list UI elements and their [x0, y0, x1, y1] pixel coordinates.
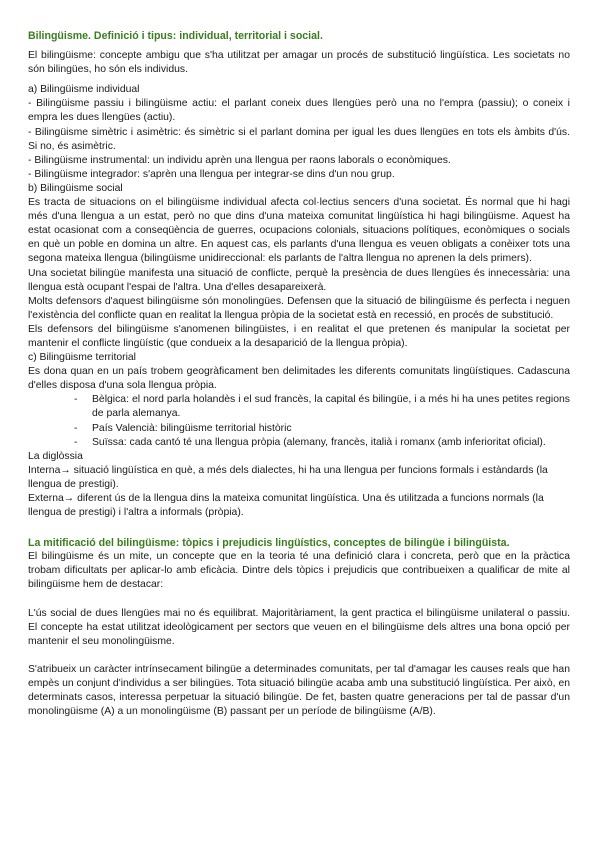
individual-item: - Bilingüisme integrador: s'aprèn una llengua per integrar-se dins d'un nou grup. — [28, 168, 395, 180]
social-paragraph: Els defensors del bilingüisme s'anomenen bilingüistes, i en realitat el que pretenen és manipular la societat per mantenir el conflicte lingüístic (que condueix a la desaparició de la llengua pròpia). — [28, 323, 570, 349]
subheading-territorial: c) Bilingüisme territorial — [28, 352, 136, 364]
territorial-list — [28, 393, 570, 449]
section2-title: La mitificació del bilingüisme: tòpics i prejudicis lingüístics, conceptes de bilingüe i bilingüista. — [28, 537, 510, 550]
diglossia-item: Externa→ diferent ús de la llengua dins la mateixa comunitat lingüística. Una és utilitzada a funcions normals (la llengua de prestigi) i l'altra a informals (pròpia). — [28, 493, 544, 519]
individual-item: - Bilingüisme simètric i asimètric: és simètric si el parlant domina per igual les dues llengües en tots els àmbits d'ús. Si no, és asimètric. — [28, 126, 570, 152]
list-item: - Suïssa: cada cantó té una llengua pròpia (alemany, francès, italià i romanx (amb inferioritat oficial). — [92, 436, 570, 450]
intro-paragraph: El bilingüisme: concepte ambigu que s'ha utilitzat per amagar un procés de substitució lingüística. Les societats no són bilingües, ho són els individus. — [28, 50, 570, 76]
myth-paragraph: L'ús social de dues llengües mai no és equilibrat. Majoritàriament, la gent practica el bilingüisme unilateral o passiu. El concepte ha estat utilitzat ideològicament per sectors que veuen en el bilingüisme dels altres una bona opció per mantenir el seu monolingüisme. — [28, 607, 570, 647]
individual-item: - Bilingüisme passiu i bilingüisme actiu: el parlant coneix dues llengües però una no l'empra (passiu); o coneix i empra les dues llengües (actiu). — [28, 98, 570, 124]
subheading-individual: a) Bilingüisme individual — [28, 84, 140, 96]
subheading-social: b) Bilingüisme social — [28, 182, 123, 194]
list-item: - Bèlgica: el nord parla holandès i el sud francès, la capital és bilingüe, i a més hi ha unes petites regions de parla alemanya. — [92, 393, 570, 421]
myth-paragraph: El bilingüisme és un mite, un concepte que en la teoria té una definició clara i concreta, però que en la pràctica trobam dificultats per aplicar-lo amb eficàcia. Dintre dels tòpics i prejudicis que contribueixen a qualificar de mite al bilingüisme hem de destacar: — [28, 551, 570, 591]
social-paragraph: Una societat bilingüe manifesta una situació de conflicte, perquè la presència de dues llengües és innecessària: una llengua està ocupant l'espai de l'altra. Una d'elles desapareixerà. — [28, 267, 570, 293]
section1-title: Bilingüisme. Definició i tipus: individual, territorial i social. — [28, 30, 323, 42]
diglossia-item: Interna→ situació lingüística en què, a més dels dialectes, hi ha una llengua per funcions formals i estàndards (la llengua de prestigi). — [28, 464, 548, 490]
social-paragraph: Es tracta de situacions on el bilingüisme individual afecta col·lectius sencers d'una societat. És normal que hi hagi més d'una llengua a un estat, però no que dins d'una mateixa comunitat lingüística hi hagi bilingüisme. Aquest ha estat ocasionat com a conseqüència de guerres, ocupacions colonials, situacions polítiques, econòmiques o socials en què un poble en domina un altre. En aquest cas, els parlants d'una llengua es veuen obligats a conèixer tots una segona mateixa llengua (bilingüisme unidireccional: els parlants de l'altra llengua no aprenen la dels primers). — [28, 197, 570, 265]
territorial-paragraph: Es dona quan en un país trobem geogràficament ben delimitades les diferents comunitats lingüístiques. Cadascuna d'elles disposa d'una sola llengua pròpia. — [28, 366, 570, 392]
list-item: - País Valencià: bilingüisme territorial històric — [92, 422, 570, 436]
myth-paragraph: S'atribueix un caràcter intrínsecament bilingüe a determinades comunitats, per tal d'amagar les causes reals que han empès un conjunt d'individus a ser bilingües. Tota situació bilingüe acaba amb una substitució lingüística. Per això, en determinats casos, interessa perpetuar la situació bilingüe. De fet, basten quatre generacions per tal de passar d'un monolingüisme (A) a un monolingüisme (B) passant per un període de bilingüisme (A/B). — [28, 663, 570, 718]
subheading-diglossia: La diglòssia — [28, 450, 83, 462]
social-paragraph: Molts defensors d'aquest bilingüisme són monolingües. Defensen que la situació de bilingüisme és perfecta i neguen l'existència del conflicte quan en realitat la llengua pròpia de la societat està en recessió, en procés de substitució. — [28, 295, 570, 321]
individual-item: - Bilingüisme instrumental: un individu aprèn una llengua per raons laborals o econòmiques. — [28, 154, 451, 166]
